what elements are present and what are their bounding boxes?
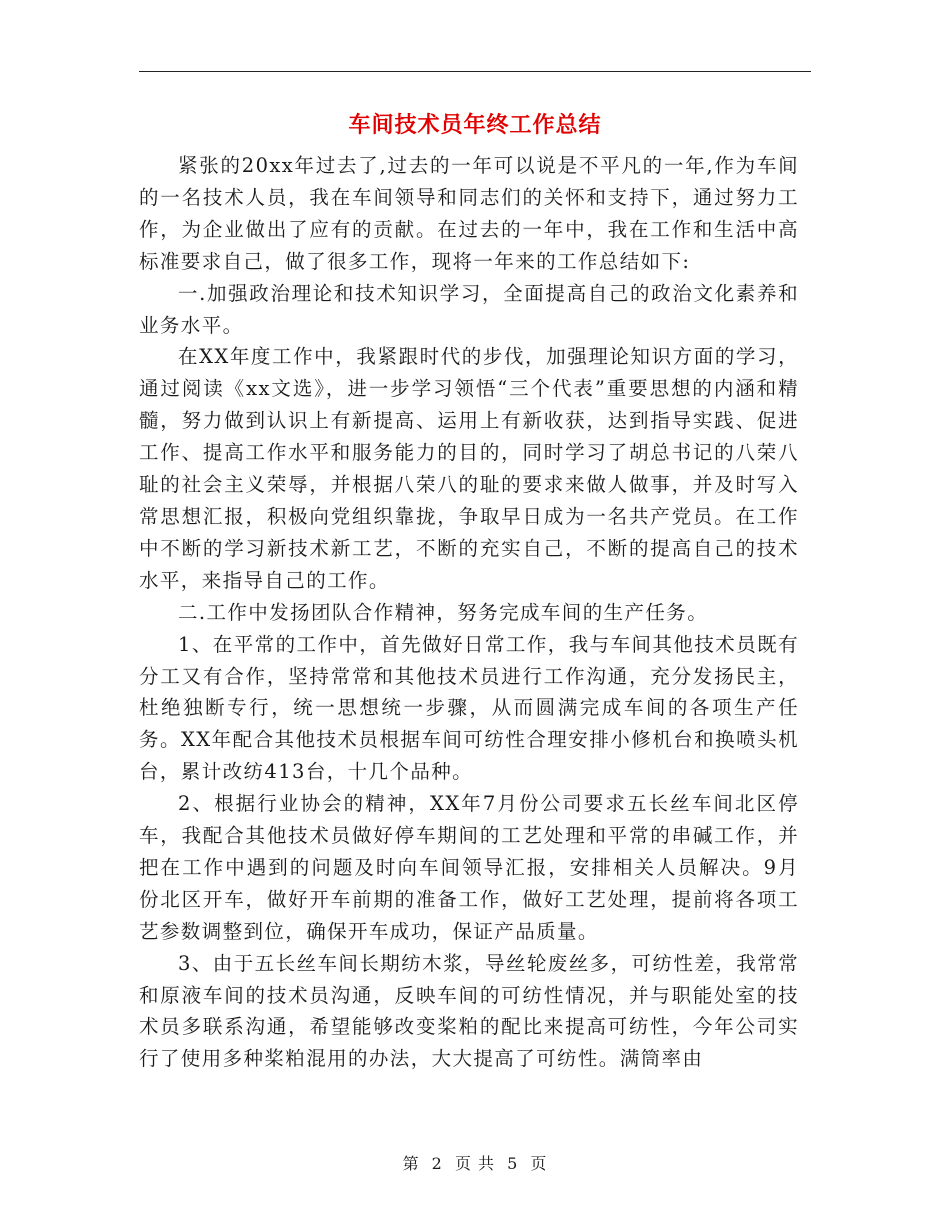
footer-suffix: 页 — [530, 1154, 548, 1173]
paragraph-study: 在XX年度工作中，我紧跟时代的步伐，加强理论知识方面的学习，通过阅读《xx文选》，进一步学习领悟“三个代表”重要思想的内涵和精髓，努力做到认识上有新提高、运用上有新收获，达到指导实践、促进工作、提高工作水平和服务能力的目的，同时学习了胡总书记的八荣八耻的社会主义荣辱，并根据八荣八的耻的要求来做人做事，并及时写入常思想汇报，积极向党组织靠拢，争取早日成为一名共产党员。在工作中不断的学习新技术新工艺，不断的充实自己，不断的提高自己的技术水平，来指导自己的工作。 — [139, 345, 799, 592]
footer-total-pages: 5 — [507, 1154, 519, 1173]
paragraph-item-3: 3、由于五长丝车间长期纺木浆，导丝轮废丝多，可纺性差，我常常和原液车间的技术员沟通，反映车间的可纺性情况，并与职能处室的技术员多联系沟通，希望能够改变桨粕的配比来提高可纺性，今年公司实行了使用多种桨粕混用的办法，大大提高了可纺性。满筒率由 — [139, 951, 799, 1071]
document-body — [139, 150, 799, 1075]
page-footer — [139, 1152, 811, 1176]
footer-prefix: 第 — [402, 1154, 420, 1173]
paragraph-item-2: 2、根据行业协会的精神，XX年7月份公司要求五长丝车间北区停车，我配合其他技术员做好停车期间的工艺处理和平常的串碱工作，并把在工作中遇到的问题及时向车间领导汇报，安排相关人员解决。9月份北区开车，做好开车前期的准备工作，做好工艺处理，提前将各项工艺参数调整到位，确保开车成功，保证产品质量。 — [139, 792, 799, 943]
header-rule — [139, 71, 811, 72]
document-title: 车间技术员年终工作总结 — [348, 112, 602, 138]
paragraph-heading-two: 二.工作中发扬团队合作精神，努务完成车间的生产任务。 — [178, 600, 709, 624]
paragraph-intro: 紧张的20xx年过去了,过去的一年可以说是不平凡的一年,作为车间的一名技术人员，我在车间领导和同志们的关怀和支持下，通过努力工作，为企业做出了应有的贡献。在过去的一年中，我在工作和生活中高标准要求自己，做了很多工作，现将一年来的工作总结如下: — [139, 154, 799, 273]
footer-page-number: 2 — [431, 1154, 443, 1173]
paragraph-item-1: 1、在平常的工作中，首先做好日常工作，我与车间其他技术员既有分工又有合作，坚持常常和其他技术员进行工作沟通，充分发扬民主，杜绝独断专行，统一思想统一步骤，从而圆满完成车间的各项生产任务。XX年配合其他技术员根据车间可纺性合理安排小修机台和换喷头机台，累计改纺413台，十几个品种。 — [139, 632, 799, 784]
paragraph-heading-one: 一.加强政治理论和技术知识学习，全面提高自己的政治文化素养和业务水平。 — [139, 281, 799, 337]
footer-middle: 页 共 — [454, 1154, 496, 1173]
